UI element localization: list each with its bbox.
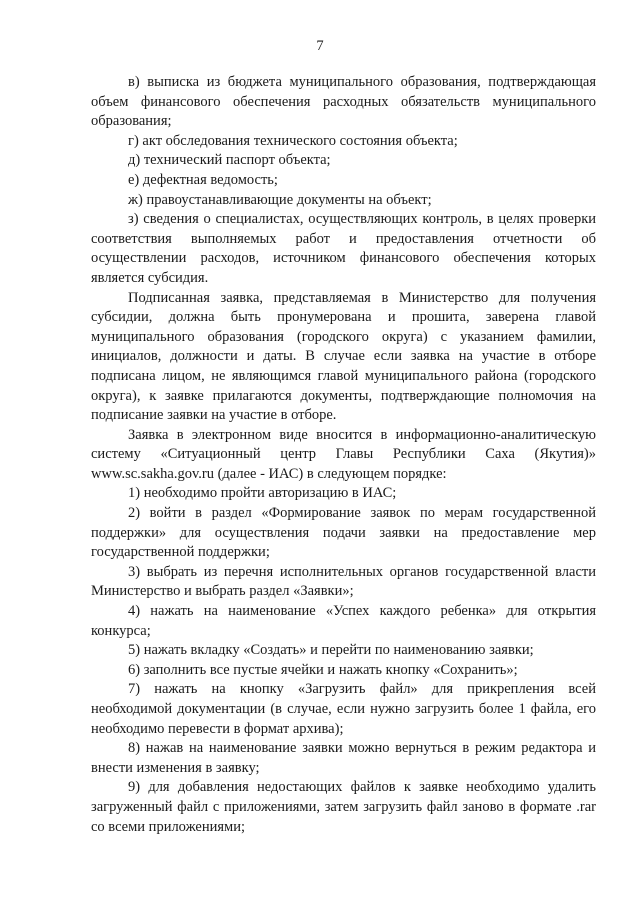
step-5-create-tab: 5) нажать вкладку «Создать» и перейти по наименованию заявки; bbox=[128, 642, 534, 659]
step-6-fill-and-save: 6) заполнить все пустые ячейки и нажать кнопку «Сохранить»; bbox=[128, 661, 518, 678]
paragraph-zh-title-documents: ж) правоустанавливающие документы на объект; bbox=[128, 191, 432, 208]
step-8-edit-application: 8) нажав на наименование заявки можно вернуться в режим редактора и внести изменения в заявку; bbox=[91, 740, 596, 776]
paragraph-e-defect-list: е) дефектная ведомость; bbox=[128, 171, 278, 188]
step-2-enter-section: 2) войти в раздел «Формирование заявок по мерам государственной поддержки» для осуществления подачи заявки на предоставление мер государственной поддержки; bbox=[91, 505, 596, 561]
paragraph-electronic-application: Заявка в электронном виде вносится в информационно-аналитическую систему «Ситуационный центр Главы Республики Саха (Якутия)» www.sc.sakha.gov.ru (далее - ИАС) в следующем порядке: bbox=[91, 426, 596, 482]
paragraph-d-technical-passport: д) технический паспорт объекта; bbox=[128, 152, 331, 169]
step-9-add-missing-files: 9) для добавления недостающих файлов к заявке необходимо удалить загруженный файл с приложениями, затем загрузить файл заново в формате .rar со всеми приложениями; bbox=[91, 779, 596, 835]
paragraph-z-specialists-info: з) сведения о специалистах, осуществляющих контроль, в целях проверки соответствия выполняемых работ и предоставления отчетности об осуществлении расходов, источником финансового обеспечения которых является субсидия. bbox=[91, 211, 596, 286]
document-body bbox=[91, 73, 596, 837]
step-4-open-contest: 4) нажать на наименование «Успех каждого ребенка» для открытия конкурса; bbox=[91, 603, 596, 639]
step-3-choose-ministry: 3) выбрать из перечня исполнительных органов государственной власти Министерство и выбрать раздел «Заявки»; bbox=[91, 563, 596, 600]
step-7-upload-file: 7) нажать на кнопку «Загрузить файл» для прикрепления всей необходимой документации (в случае, если нужно загрузить более 1 файла, его необходимо перевести в формат архива); bbox=[91, 681, 596, 737]
paragraph-g-inspection-act: г) акт обследования технического состояния объекта; bbox=[128, 132, 458, 149]
page-number: 7 bbox=[316, 38, 324, 54]
paragraph-v-budget-extract: в) выписка из бюджета муниципального образования, подтверждающая объем финансового обеспечения расходных обязательств муниципального образования; bbox=[91, 74, 596, 130]
step-1-authorization: 1) необходимо пройти авторизацию в ИАС; bbox=[128, 485, 397, 502]
paragraph-signed-application: Подписанная заявка, представляемая в Министерство для получения субсидии, должна быть пронумерована и прошита, заверена главой муниципального образования (городского округа) с указанием фамилии, инициалов, должности и даты. В случае если заявка на участие в отборе подписана лицом, не являющимся главой муниципального района (городского округа), к заявке прилагаются документы, подтверждающие полномочия на подписание заявки на участие в отборе. bbox=[91, 289, 596, 424]
